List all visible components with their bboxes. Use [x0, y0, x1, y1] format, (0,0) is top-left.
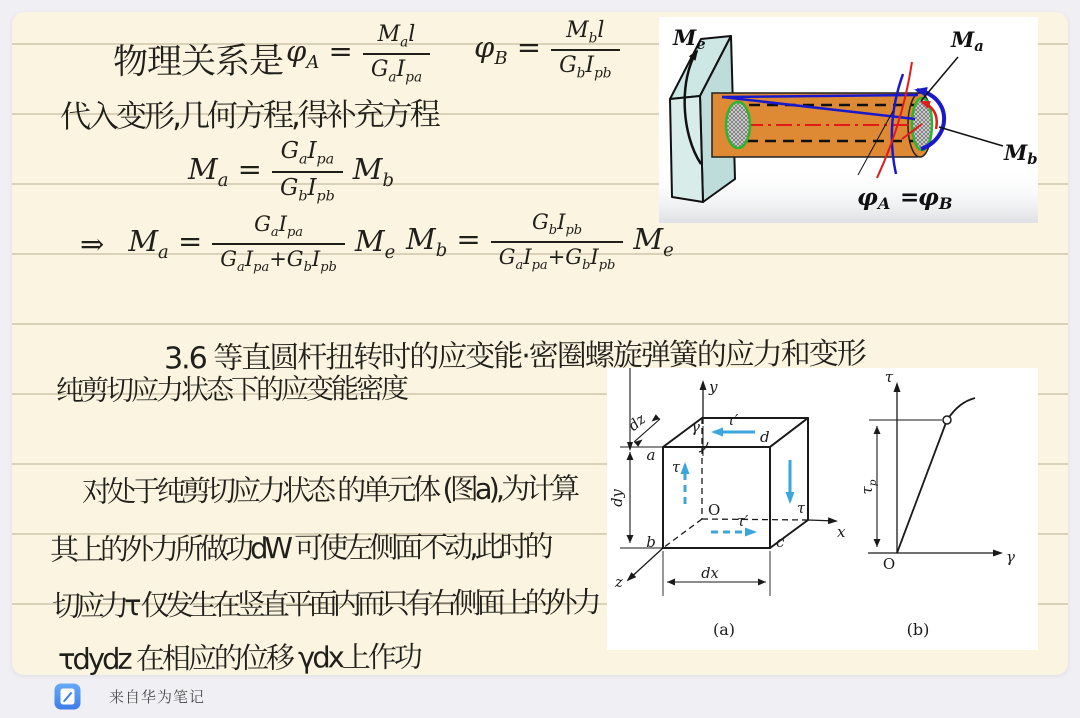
tau-plot-axis-label: τ	[884, 368, 893, 386]
phi-a-denominator: $G_aI_{pa}$	[363, 53, 430, 86]
dz-dim-label: dz	[625, 411, 650, 435]
hw-substitute-line: 代入变形,几何方程,得补充方程	[59, 96, 438, 136]
x-axis	[808, 520, 836, 521]
result-a-denominator: $G_aI_{pa}+G_bI_{pb}$	[212, 243, 345, 276]
corner-c-label: c	[776, 533, 785, 551]
compat-lhs: $M_a$ =	[188, 152, 262, 192]
result-a-numerator: $G_aI_{pa}$	[254, 212, 304, 241]
tau-p-label: $\tau_p$	[858, 479, 879, 495]
hw-phi-a-equation	[286, 22, 430, 86]
footer	[0, 675, 1080, 718]
corner-d-label: d	[760, 428, 770, 446]
label-equals: =	[900, 184, 920, 211]
figure-shear-element-and-plot	[607, 368, 1038, 650]
z-axis-label: z	[615, 573, 623, 591]
label-mb: Mb	[1004, 140, 1038, 168]
label-me: Me	[673, 25, 706, 53]
tau-prime-bottom-label: τ′	[737, 514, 749, 530]
proportional-limit-point	[943, 416, 951, 424]
label-phi-a: φA	[857, 184, 891, 213]
origin-label: O	[708, 501, 721, 519]
hw-result-equation-a	[80, 212, 395, 276]
tau-right-label: τ	[797, 501, 806, 517]
cube	[663, 418, 808, 548]
corner-a-label: a	[646, 446, 656, 464]
result-a-lhs: $M_a$ =	[128, 224, 203, 264]
wall-front-face	[670, 96, 703, 202]
x-axis-label: x	[837, 523, 846, 541]
dy-dim-label: dy	[610, 489, 626, 507]
compat-fraction	[272, 138, 343, 205]
result-b-lhs: $M_b$ =	[406, 222, 481, 262]
gamma-plot-axis-label: γ	[1006, 548, 1015, 566]
shear-figure-svg	[607, 368, 1038, 650]
phi-a-numerator: $M_al$	[377, 22, 416, 51]
footer-source-label: 来自华为笔记	[109, 688, 206, 706]
phi-a-fraction	[363, 22, 430, 86]
hw-paragraph-line-4: τdydz 在相应的位移 γdx上作功	[57, 639, 420, 677]
tau-left-label: τ	[672, 460, 681, 476]
hw-phi-b-equation	[474, 18, 620, 82]
gamma-label: γ	[691, 418, 700, 436]
result-b-fraction	[491, 210, 624, 274]
result-b-denominator: $G_aI_{pa}+G_bI_{pb}$	[491, 241, 624, 274]
hw-section-heading: 3.6 等直圆杆扭转时的应变能·密圈螺旋弹簧的应力和变形	[163, 336, 865, 377]
dx-dim-label: dx	[701, 566, 719, 582]
hw-result-equation-b	[406, 210, 674, 274]
plot-b	[868, 384, 1001, 553]
phi-b-lhs: $\varphi_B$ =	[474, 30, 542, 70]
plot-origin-label: O	[882, 555, 896, 573]
implies-arrow: ⇒	[80, 226, 105, 261]
shaft-figure-svg	[659, 17, 1038, 223]
huawei-notes-icon	[54, 683, 81, 710]
phi-b-numerator: $M_bl$	[566, 18, 605, 47]
hw-paragraph-line-1: 对处于纯剪切应力状态 的单元体 (图a),为计算	[81, 471, 577, 509]
compat-denominator: $G_bI_{pb}$	[272, 171, 343, 206]
mb-leader-line	[939, 127, 1003, 146]
linear-elastic-segment	[897, 420, 947, 553]
tau-prime-top-label: τ′	[727, 413, 739, 429]
result-b-numerator: $G_bI_{pb}$	[532, 210, 583, 239]
phi-b-denominator: $G_bI_{pb}$	[551, 49, 619, 82]
sub-label-a: (a)	[712, 620, 736, 639]
result-a-rhs: $M_e$	[354, 224, 396, 264]
result-a-fraction	[212, 212, 345, 276]
corner-b-label: b	[646, 533, 656, 551]
phi-a-lhs: $\varphi_A$ =	[286, 34, 353, 74]
sub-label-b: (b)	[906, 620, 930, 639]
ma-leader-line	[921, 57, 958, 101]
phi-b-fraction	[551, 18, 619, 82]
figure-shaft-torsion	[659, 17, 1038, 223]
compat-numerator: $G_aI_{pa}$	[280, 138, 335, 168]
hw-paragraph-line-3: 切应力τ 仅发生在竖直平面内而只有右侧面上的外力	[51, 585, 597, 623]
left-cross-section	[726, 102, 750, 148]
shaft	[712, 93, 932, 157]
hw-compatibility-equation	[188, 138, 394, 205]
compat-rhs: $M_b$	[352, 152, 395, 192]
label-phi-b: φB	[918, 184, 953, 213]
hw-paragraph-line-2: 其上的外力所做功dW 可使左侧面不动,此时的	[49, 529, 550, 567]
y-axis-label: y	[709, 378, 718, 396]
hw-physics-relation-label: 物理关系是	[112, 41, 284, 83]
label-ma: Ma	[951, 27, 984, 55]
z-axis	[628, 548, 663, 580]
hw-subheading: 纯剪切应力状态下的应变能密度	[55, 371, 407, 408]
result-b-rhs: $M_e$	[633, 222, 674, 262]
nonlinear-segment	[947, 398, 975, 420]
